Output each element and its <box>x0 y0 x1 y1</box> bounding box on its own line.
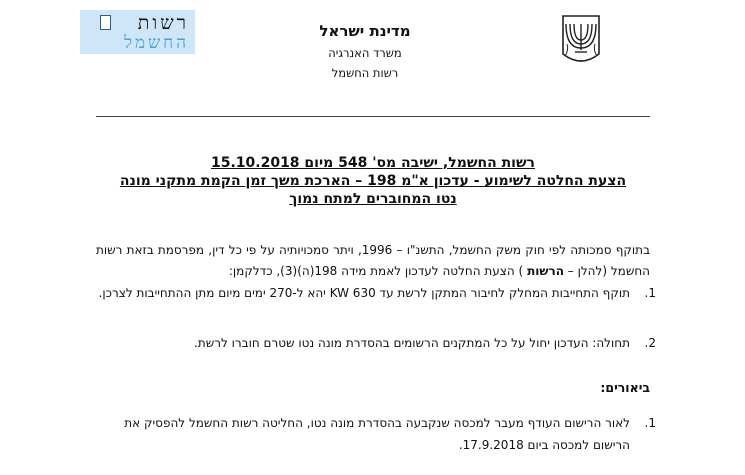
list-item <box>96 282 656 304</box>
title-line-3: נטו המחוברים למתח נמוך <box>289 191 457 207</box>
intro-part-1: בתוקף סמכותה לפי חוק משק החשמל, התשנ"ו – 1996, ויתר סמכויותיה על פי כל דין, מפרסמת בזאת רשות החשמל (להלן – <box>96 243 651 278</box>
explanations-heading: ביאורים: <box>600 380 650 395</box>
logo-text-line2: החשמל <box>124 33 189 53</box>
title-line-2: הצעת החלטה לשימוע - עדכון א"מ 198 – הארכת משך זמן הקמת מתקני מונה <box>119 173 627 189</box>
list-item <box>96 332 656 354</box>
menorah-emblem-icon <box>559 10 603 70</box>
government-header <box>305 22 425 86</box>
document-title <box>96 154 650 208</box>
state-name: מדינת ישראל <box>319 22 411 40</box>
item-number: 1. <box>644 416 656 430</box>
item-text: תחולה: העדכון יחול על כל המתקנים הרשומים בהסדרת מונה נטו שטרם חוברו לרשת. <box>194 336 630 350</box>
item-text: תוקף התחייבות המחלק לחיבור המתקן לרשת עד KW 630 יהא ל-270 ימים מיום מתן ההתחייבות לצרכן. <box>98 286 630 300</box>
flag-icon <box>100 15 111 30</box>
item-number: 2. <box>644 336 656 350</box>
intro-bold-term: הרשות <box>527 264 564 278</box>
item-text: לאור הרישום העודף מעבר למכסה שנקבעה בהסדרת מונה נטו, החליטה רשות החשמל להפסיק את הרישום למכסה ביום 17.9.2018. <box>124 416 630 452</box>
authority-name: רשות החשמל <box>331 66 399 80</box>
logo-text-line1: רשות <box>137 12 189 34</box>
header-divider <box>96 116 650 117</box>
authority-logo <box>80 10 195 54</box>
item-number: 1. <box>644 286 656 300</box>
title-line-1: רשות החשמל, ישיבה מס' 548 מיום 15.10.2018 <box>210 155 535 171</box>
intro-part-2: ) הצעת החלטה לעדכון לאמת מידה 198(ה)(3), כדלקמן: <box>228 264 524 278</box>
intro-paragraph <box>96 240 650 282</box>
ministry-name: משרד האנרגיה <box>328 46 402 60</box>
list-item <box>96 412 656 456</box>
